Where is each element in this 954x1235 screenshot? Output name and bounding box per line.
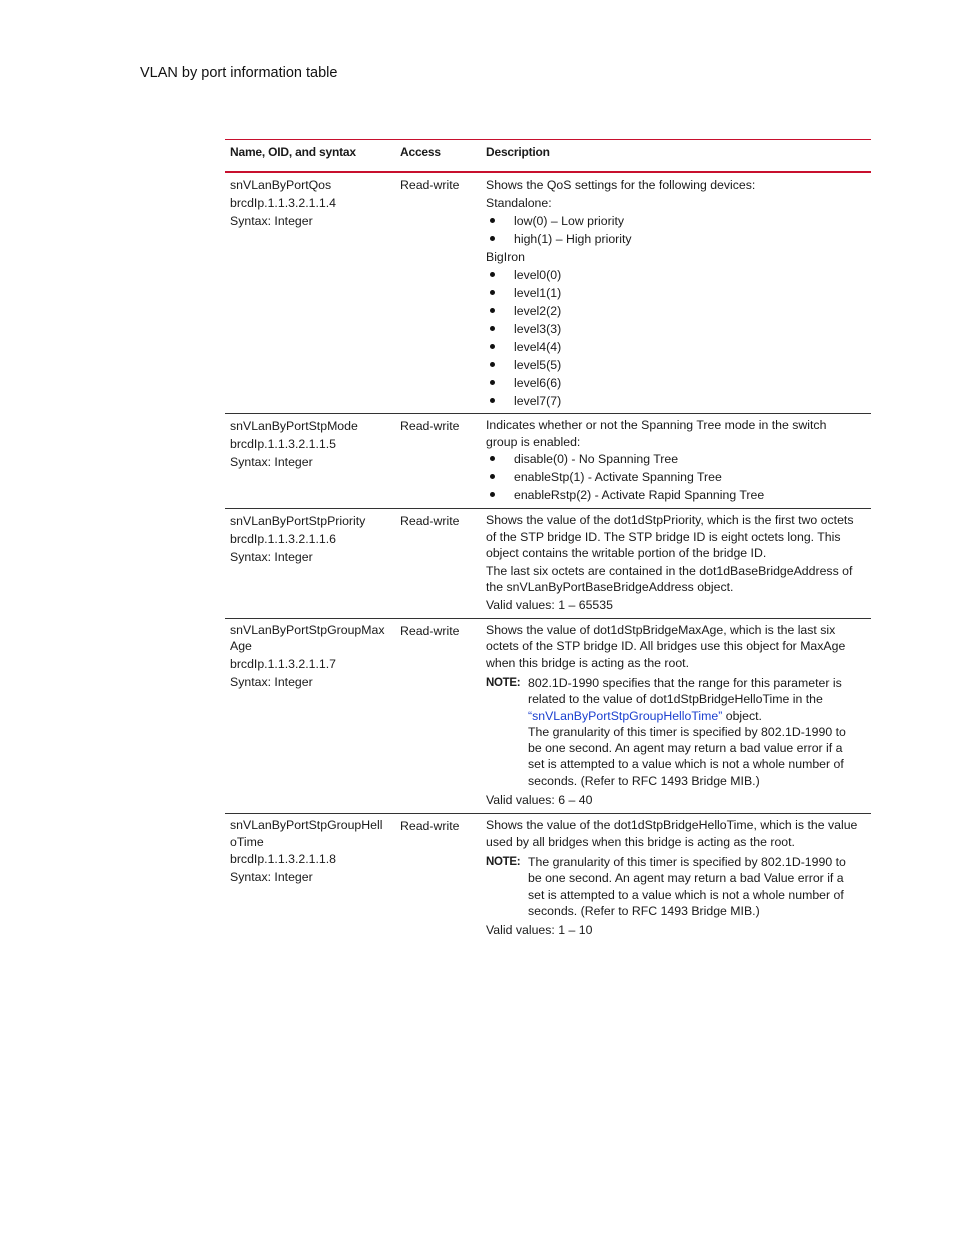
access-cell: Read-write — [395, 172, 481, 414]
note-text: object. — [722, 708, 762, 723]
object-name: snVLanByPortStpGroupHell — [230, 818, 383, 833]
valid-values: Valid values: 6 – 40 — [486, 793, 593, 808]
note-text: set is attempted to a value which is not a whole number of — [528, 887, 844, 902]
description-text: The last six octets are contained in the dot1dBaseBridgeAddress of — [486, 563, 853, 578]
description-cell — [481, 618, 871, 814]
description-text: Shows the QoS settings for the following devices: — [486, 178, 756, 192]
description-text: Shows the value of dot1dStpBridgeMaxAge, which is the last six — [486, 622, 836, 637]
description-text: object contains the writable portion of the bridge ID. — [486, 546, 767, 560]
object-name-cell — [225, 814, 395, 943]
list-item: level5(5) — [486, 356, 866, 374]
object-oid: brcdIp.1.1.3.2.1.1.7 — [230, 656, 336, 671]
object-syntax: Syntax: Integer — [230, 674, 313, 689]
value-list — [486, 212, 866, 248]
note-text: The granularity of this timer is specified by 802.1D-1990 to — [528, 855, 846, 870]
note-text: 802.1D-1990 specifies that the range for this parameter is — [528, 676, 842, 690]
list-item: enableRstp(2) - Activate Rapid Spanning Tree — [486, 486, 866, 504]
object-syntax: Syntax: Integer — [230, 214, 313, 228]
header-name-oid-syntax: Name, OID, and syntax — [225, 140, 395, 173]
list-item: level6(6) — [486, 374, 866, 392]
list-item: enableStp(1) - Activate Spanning Tree — [486, 468, 866, 486]
description-cell — [481, 414, 871, 509]
description-text: of the STP bridge ID. The STP bridge ID is eight octets long. This — [486, 529, 841, 544]
object-syntax: Syntax: Integer — [230, 455, 313, 469]
note-text: seconds. (Refer to RFC 1493 Bridge MIB.) — [528, 903, 760, 918]
list-item: level4(4) — [486, 338, 866, 356]
table-row — [225, 509, 871, 619]
description-text: the snVLanByPortBaseBridgeAddress object. — [486, 580, 734, 594]
access-cell: Read-write — [395, 509, 481, 619]
note-text: set is attempted to a value which is not a whole number of — [528, 757, 844, 772]
object-syntax: Syntax: Integer — [230, 870, 313, 885]
list-item: level0(0) — [486, 266, 866, 284]
object-oid: brcdIp.1.1.3.2.1.1.5 — [230, 437, 336, 451]
description-cell — [481, 509, 871, 619]
note-label: NOTE: — [486, 856, 521, 869]
object-name: snVLanByPortQos — [230, 178, 332, 192]
description-text: Shows the value of the dot1dStpBridgeHelloTime, which is the value — [486, 818, 858, 833]
object-name: snVLanByPortStpPriority — [230, 514, 366, 528]
mib-table — [225, 139, 871, 942]
note-text: related to the value of dot1dStpBridgeHelloTime in the — [528, 692, 823, 707]
list-item: level1(1) — [486, 284, 866, 302]
device-group-label: Standalone: — [486, 196, 552, 210]
object-oid: brcdIp.1.1.3.2.1.1.4 — [230, 196, 336, 210]
value-list — [486, 266, 866, 410]
description-cell — [481, 172, 871, 414]
device-group-label: BigIron — [486, 250, 525, 264]
note-text: be one second. An agent may return a bad Value error if a — [528, 871, 844, 886]
object-name-cell — [225, 509, 395, 619]
description-text: used by all bridges when this bridge is acting as the root. — [486, 834, 795, 849]
object-name-continued: Age — [230, 639, 252, 653]
note-link-line — [528, 708, 866, 724]
description-text: Indicates whether or not the Spanning Tree mode in the switch — [486, 418, 827, 432]
list-item: high(1) – High priority — [486, 230, 866, 248]
list-item: level2(2) — [486, 302, 866, 320]
note-text: be one second. An agent may return a bad value error if a — [528, 741, 843, 756]
cross-reference-link[interactable]: “snVLanByPortStpGroupHelloTime” — [528, 708, 723, 723]
note-body — [528, 675, 866, 789]
object-name-cell — [225, 618, 395, 814]
valid-values: Valid values: 1 – 65535 — [486, 597, 613, 612]
list-item: disable(0) - No Spanning Tree — [486, 450, 866, 468]
object-oid: brcdIp.1.1.3.2.1.1.8 — [230, 852, 336, 867]
description-text: group is enabled: — [486, 434, 581, 449]
header-description: Description — [481, 140, 871, 173]
object-oid: brcdIp.1.1.3.2.1.1.6 — [230, 532, 336, 546]
access-cell: Read-write — [400, 819, 460, 834]
access-cell: Read-write — [395, 618, 481, 814]
object-name-cell — [225, 172, 395, 414]
table-row — [225, 618, 871, 814]
table-row — [225, 414, 871, 509]
list-item: level7(7) — [486, 392, 866, 410]
note-block — [486, 675, 866, 789]
object-name-continued: oTime — [230, 834, 264, 849]
value-list — [486, 450, 866, 504]
access-cell: Read-write — [395, 414, 481, 509]
table-row — [225, 814, 871, 943]
table-header-row — [225, 140, 871, 173]
list-item: low(0) – Low priority — [486, 212, 866, 230]
object-name: snVLanByPortStpMode — [230, 419, 358, 433]
object-name-cell — [225, 414, 395, 509]
note-text: The granularity of this timer is specified by 802.1D-1990 to — [528, 724, 846, 739]
table-row — [225, 172, 871, 414]
note-block — [486, 854, 866, 919]
object-syntax: Syntax: Integer — [230, 550, 313, 564]
note-body — [528, 854, 866, 919]
description-text: octets of the STP bridge ID. All bridges use this object for MaxAge — [486, 639, 846, 653]
running-header: VLAN by port information table — [140, 65, 338, 81]
header-access: Access — [395, 140, 481, 173]
object-name: snVLanByPortStpGroupMax — [230, 622, 385, 637]
description-text: Shows the value of the dot1dStpPriority, which is the first two octets — [486, 513, 854, 527]
valid-values: Valid values: 1 – 10 — [486, 923, 593, 938]
list-item: level3(3) — [486, 320, 866, 338]
description-text: when this bridge is acting as the root. — [486, 655, 690, 670]
description-cell — [481, 814, 871, 943]
note-label: NOTE: — [486, 677, 521, 689]
note-text: seconds. (Refer to RFC 1493 Bridge MIB.) — [528, 773, 760, 788]
